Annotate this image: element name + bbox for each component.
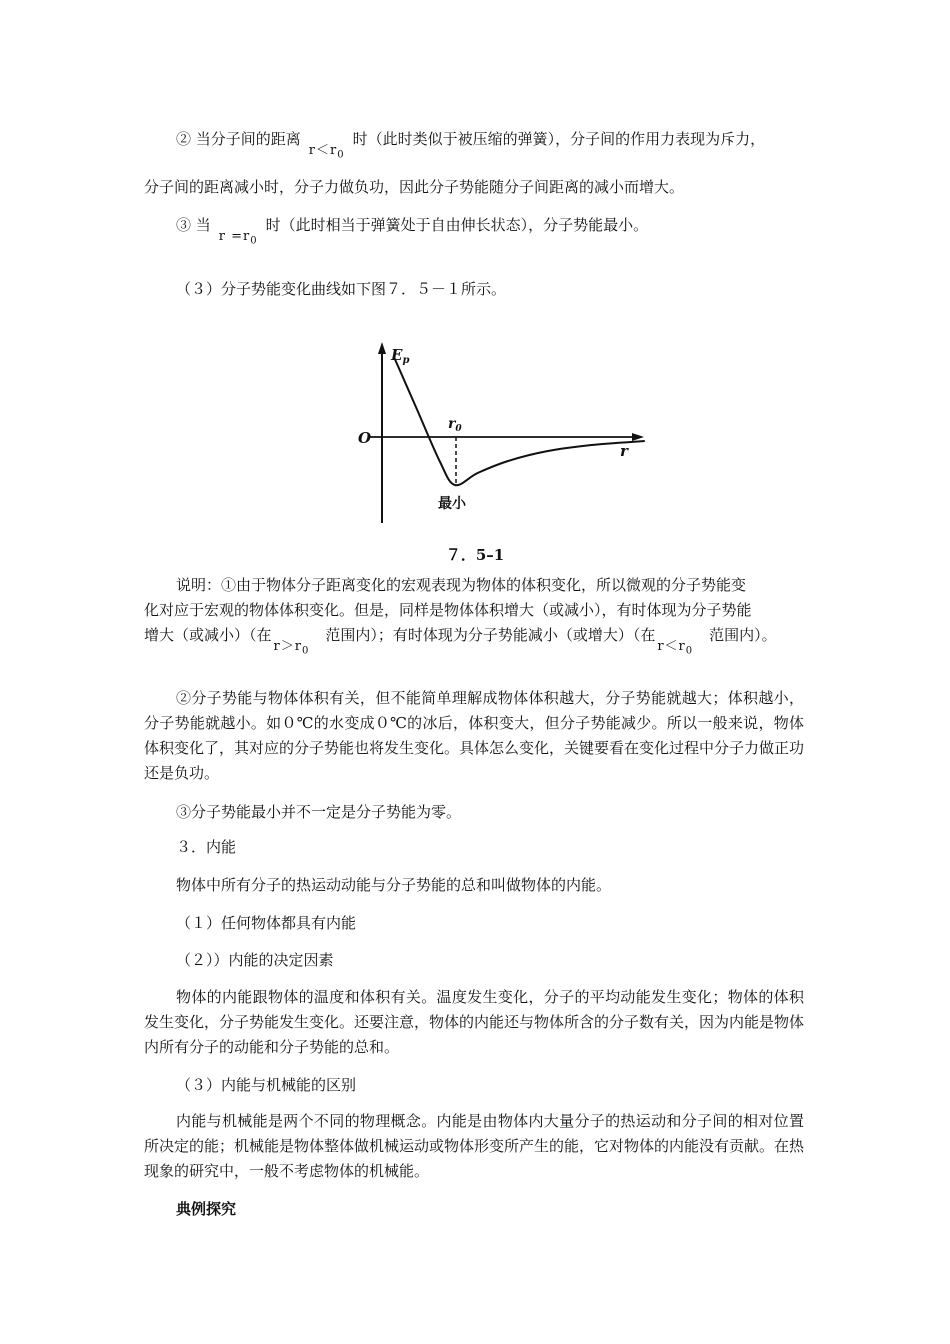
section-3-item-3: （３）内能与机械能的区别 [176,1076,357,1094]
item-3-suffix: 时（此时相当于弹簧处于自由伸长状态），分子势能最小。 [265,216,649,234]
section-3-item-3-body: 内能与机械能是两个不同的物理概念。内能是由物体内大量分子的热运动和分子间的相对位置所决定的能；机械能是物体整体做机械运动或物体形变所产生的能，它对物体的内能没有贡献。在热现象的研究中，一般不考虑物体的机械能。 [144,1112,805,1180]
section-3-title: ３．内能 [176,838,237,856]
note-p3: ③分子势能最小并不一定是分子势能为零。 [176,803,462,821]
note-p2: ②分子势能与物体体积有关，但不能简单理解成物体体积越大，分子势能就越大；体积越小，分子势能就越小。如０℃的水变成０℃的冰后，体积变大，但分子势能减少。所以一般来说，物体体积变化了，其对应的分子势能也将发生变化。具体怎么变化，关键要看在变化过程中分子力做正功还是负功。 [144,689,805,782]
section-3-item-2: （２））内能的决定因素 [176,951,334,969]
x-axis-label: r [620,442,628,460]
section-3-item-1: （１）任何物体都具有内能 [176,914,357,932]
note-p1-line1: 说明：①由于物体分子距离变化的宏观表现为物体的体积变化，所以微观的分子势能变 [176,576,747,594]
potential-energy-curve [394,357,645,485]
item-2-continuation: 分子间的距离减小时，分子力做负功，因此分子势能随分子间距离的减小而增大。 [144,178,685,196]
figure-caption: ７．5–1 [445,546,505,564]
potential-energy-chart [350,338,650,528]
condition-r-greater-r0: $r>r_0$ [273,639,310,657]
r0-label: $r_0$ [448,416,462,434]
minimum-label: 最小 [438,496,466,512]
item-3-line [176,214,649,247]
y-axis-label: $E_p$ [391,346,410,366]
condition-r-less-r0: $r<r_0$ [308,143,345,161]
x-axis-arrow [632,433,644,441]
condition-r-equal-r0: $r =r_0$ [218,229,258,247]
item-2-suffix: 时（此时类似于被压缩的弹簧），分子间的作用力表现为斥力， [352,130,766,148]
item-2-line [176,128,766,161]
section-3-item-2-body: 物体的内能跟物体的温度和体积有关。温度发生变化，分子的平均动能发生变化；物体的体积发生变化，分子势能发生变化。还要注意，物体的内能还与物体所含的分子数有关，因为内能是物体内所有分子的动能和分子势能的总和。 [144,988,805,1056]
origin-label: O [358,429,372,447]
note-p1-line3: 增大（或减小）（在$r>r_0$范围内）；有时体现为分子势能减小（或增大）（在$r<r_0$范围内）。 [144,624,777,653]
section-3-definition: 物体中所有分子的热运动动能与分子势能的总和叫做物体的内能。 [176,876,612,894]
curve-intro: （３）分子势能变化曲线如下图７．５－１所示。 [176,280,507,298]
note-p1-line2: 化对应于宏观的物体体积变化。但是，同样是物体体积增大（或减小），有时体现为分子势能 [144,601,752,619]
y-axis-arrow [378,342,386,354]
potential-energy-figure [350,338,650,528]
example-heading: 典例探究 [176,1200,237,1218]
item-2-prefix: ② 当分子间的距离 [176,130,301,148]
condition-r-less-r0-2: $r<r_0$ [657,639,694,657]
item-3-prefix: ③ 当 [176,216,211,234]
